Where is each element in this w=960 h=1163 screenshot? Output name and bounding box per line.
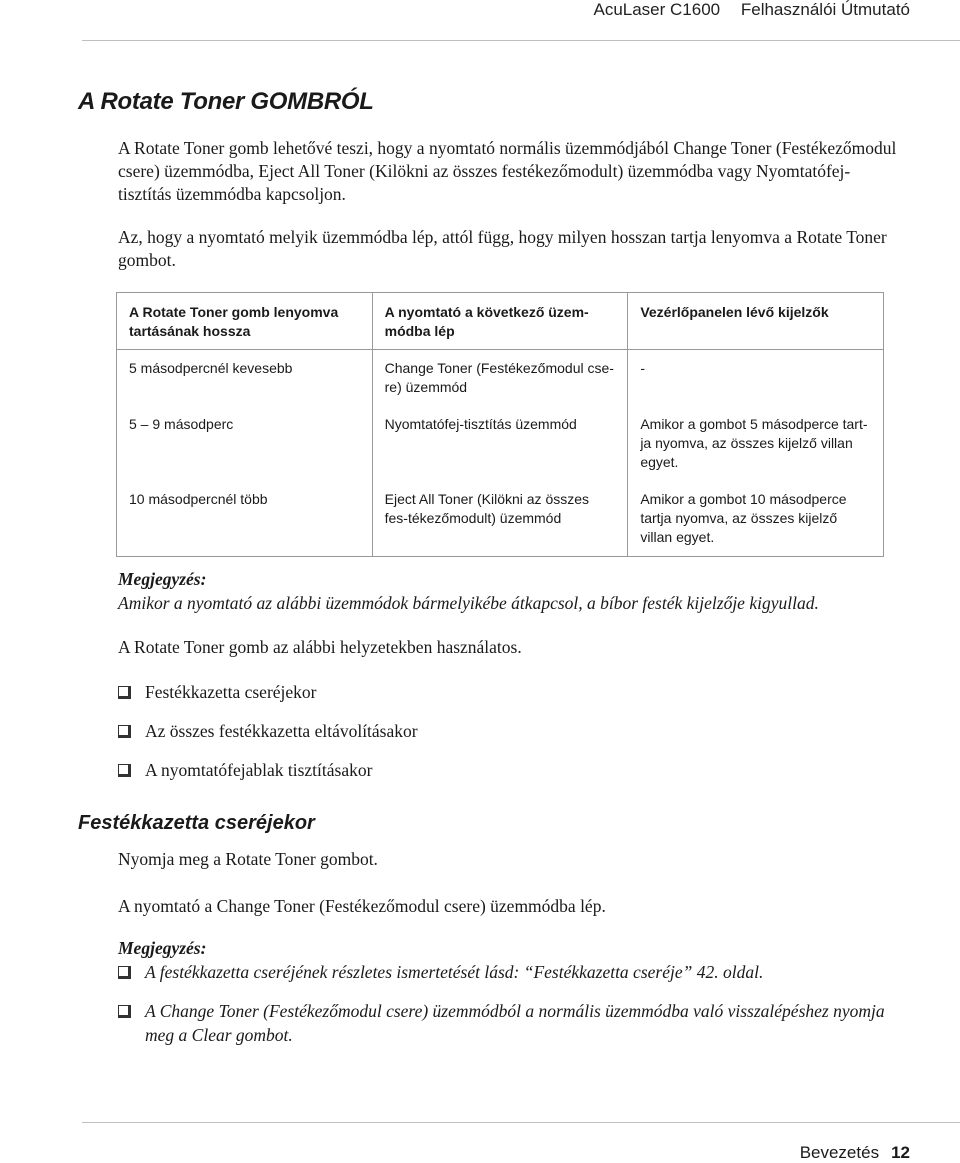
- section-heading: Festékkazetta cseréjekor: [78, 812, 315, 834]
- footer-divider: [82, 1122, 960, 1123]
- table-cell: Amikor a gombot 5 másodperce tart-ja nyomva, az összes kijelző villan egyet.: [628, 406, 884, 481]
- checkbox-bullet-icon: [118, 686, 131, 699]
- list-item: Az összes festékkazetta eltávolításakor: [118, 719, 885, 743]
- checkbox-bullet-icon: [118, 725, 131, 738]
- table-row: [117, 350, 884, 407]
- table-cell: 5 másodpercnél kevesebb: [117, 350, 373, 407]
- checkbox-bullet-icon: [118, 764, 131, 777]
- table-header-cell: A Rotate Toner gomb lenyomva tartásának hossza: [117, 293, 373, 350]
- note-list-item: A Change Toner (Festékezőmodul csere) üzemmódból a normális üzemmódba való visszalépéshez nyomja meg a Clear gombot.: [118, 999, 885, 1047]
- footer-section: Bevezetés: [799, 1143, 880, 1162]
- table-cell: 5 – 9 másodperc: [117, 406, 373, 481]
- section-paragraph-2: A nyomtató a Change Toner (Festékezőmodul csere) üzemmódba lép.: [118, 896, 606, 916]
- page-header: [577, 0, 910, 20]
- page-title: A Rotate Toner GOMBRÓL: [78, 88, 374, 115]
- usage-intro: A Rotate Toner gomb az alábbi helyzetekben használatos.: [118, 637, 522, 657]
- checkbox-bullet-icon: [118, 966, 131, 979]
- note-title: Megjegyzés:: [118, 938, 207, 958]
- table-cell: -: [628, 350, 884, 407]
- table-cell: 10 másodpercnél több: [117, 481, 373, 557]
- checkbox-bullet-icon: [118, 1005, 131, 1018]
- note-text: Amikor a nyomtató az alábbi üzemmódok bármelyikébe átkapcsol, a bíbor festék kijelzője kigyullad.: [118, 593, 819, 613]
- page-number: 12: [891, 1143, 910, 1162]
- intro-paragraph-2: Az, hogy a nyomtató melyik üzemmódba lép, attól függ, hogy milyen hosszan tartja lenyomva a Rotate Toner gombot.: [118, 227, 887, 270]
- table-cell: Nyomtatófej-tisztítás üzemmód: [372, 406, 628, 481]
- mode-table: [116, 292, 884, 557]
- table-cell: Eject All Toner (Kilökni az összes fes-tékezőmodult) üzemmód: [372, 481, 628, 557]
- note-title: Megjegyzés:: [118, 569, 207, 589]
- page-footer: [800, 1143, 910, 1163]
- table-row: [117, 481, 884, 557]
- table-row: [117, 406, 884, 481]
- list-item: Festékkazetta cseréjekor: [118, 680, 885, 704]
- intro-paragraph-1: A Rotate Toner gomb lehetővé teszi, hogy a nyomtató normális üzemmódjából Change Toner (Festékezőmodul csere) üzemmódba, Eject All Toner (Kilökni az összes festékezőmodult) üzemmódba vagy Nyomtatófej-tisztítás üzemmódba kapcsoljon.: [118, 138, 897, 204]
- header-guide: Felhasználói Útmutató: [740, 0, 910, 19]
- table-header-cell: A nyomtató a következő üzem-módba lép: [372, 293, 628, 350]
- table-header-cell: Vezérlőpanelen lévő kijelzők: [628, 293, 884, 350]
- header-divider: [82, 40, 960, 41]
- list-item: A nyomtatófejablak tisztításakor: [118, 758, 885, 782]
- note-list-item: A festékkazetta cseréjének részletes ismertetését lásd: “Festékkazetta cseréje” 42. oldal.: [118, 960, 885, 984]
- table-header-row: [117, 293, 884, 350]
- table-cell: Change Toner (Festékezőmodul cse-re) üzemmód: [372, 350, 628, 407]
- table-cell: Amikor a gombot 10 másodperce tartja nyomva, az összes kijelző villan egyet.: [628, 481, 884, 557]
- section-paragraph-1: Nyomja meg a Rotate Toner gombot.: [118, 849, 378, 869]
- header-product: AcuLaser C1600: [593, 0, 721, 19]
